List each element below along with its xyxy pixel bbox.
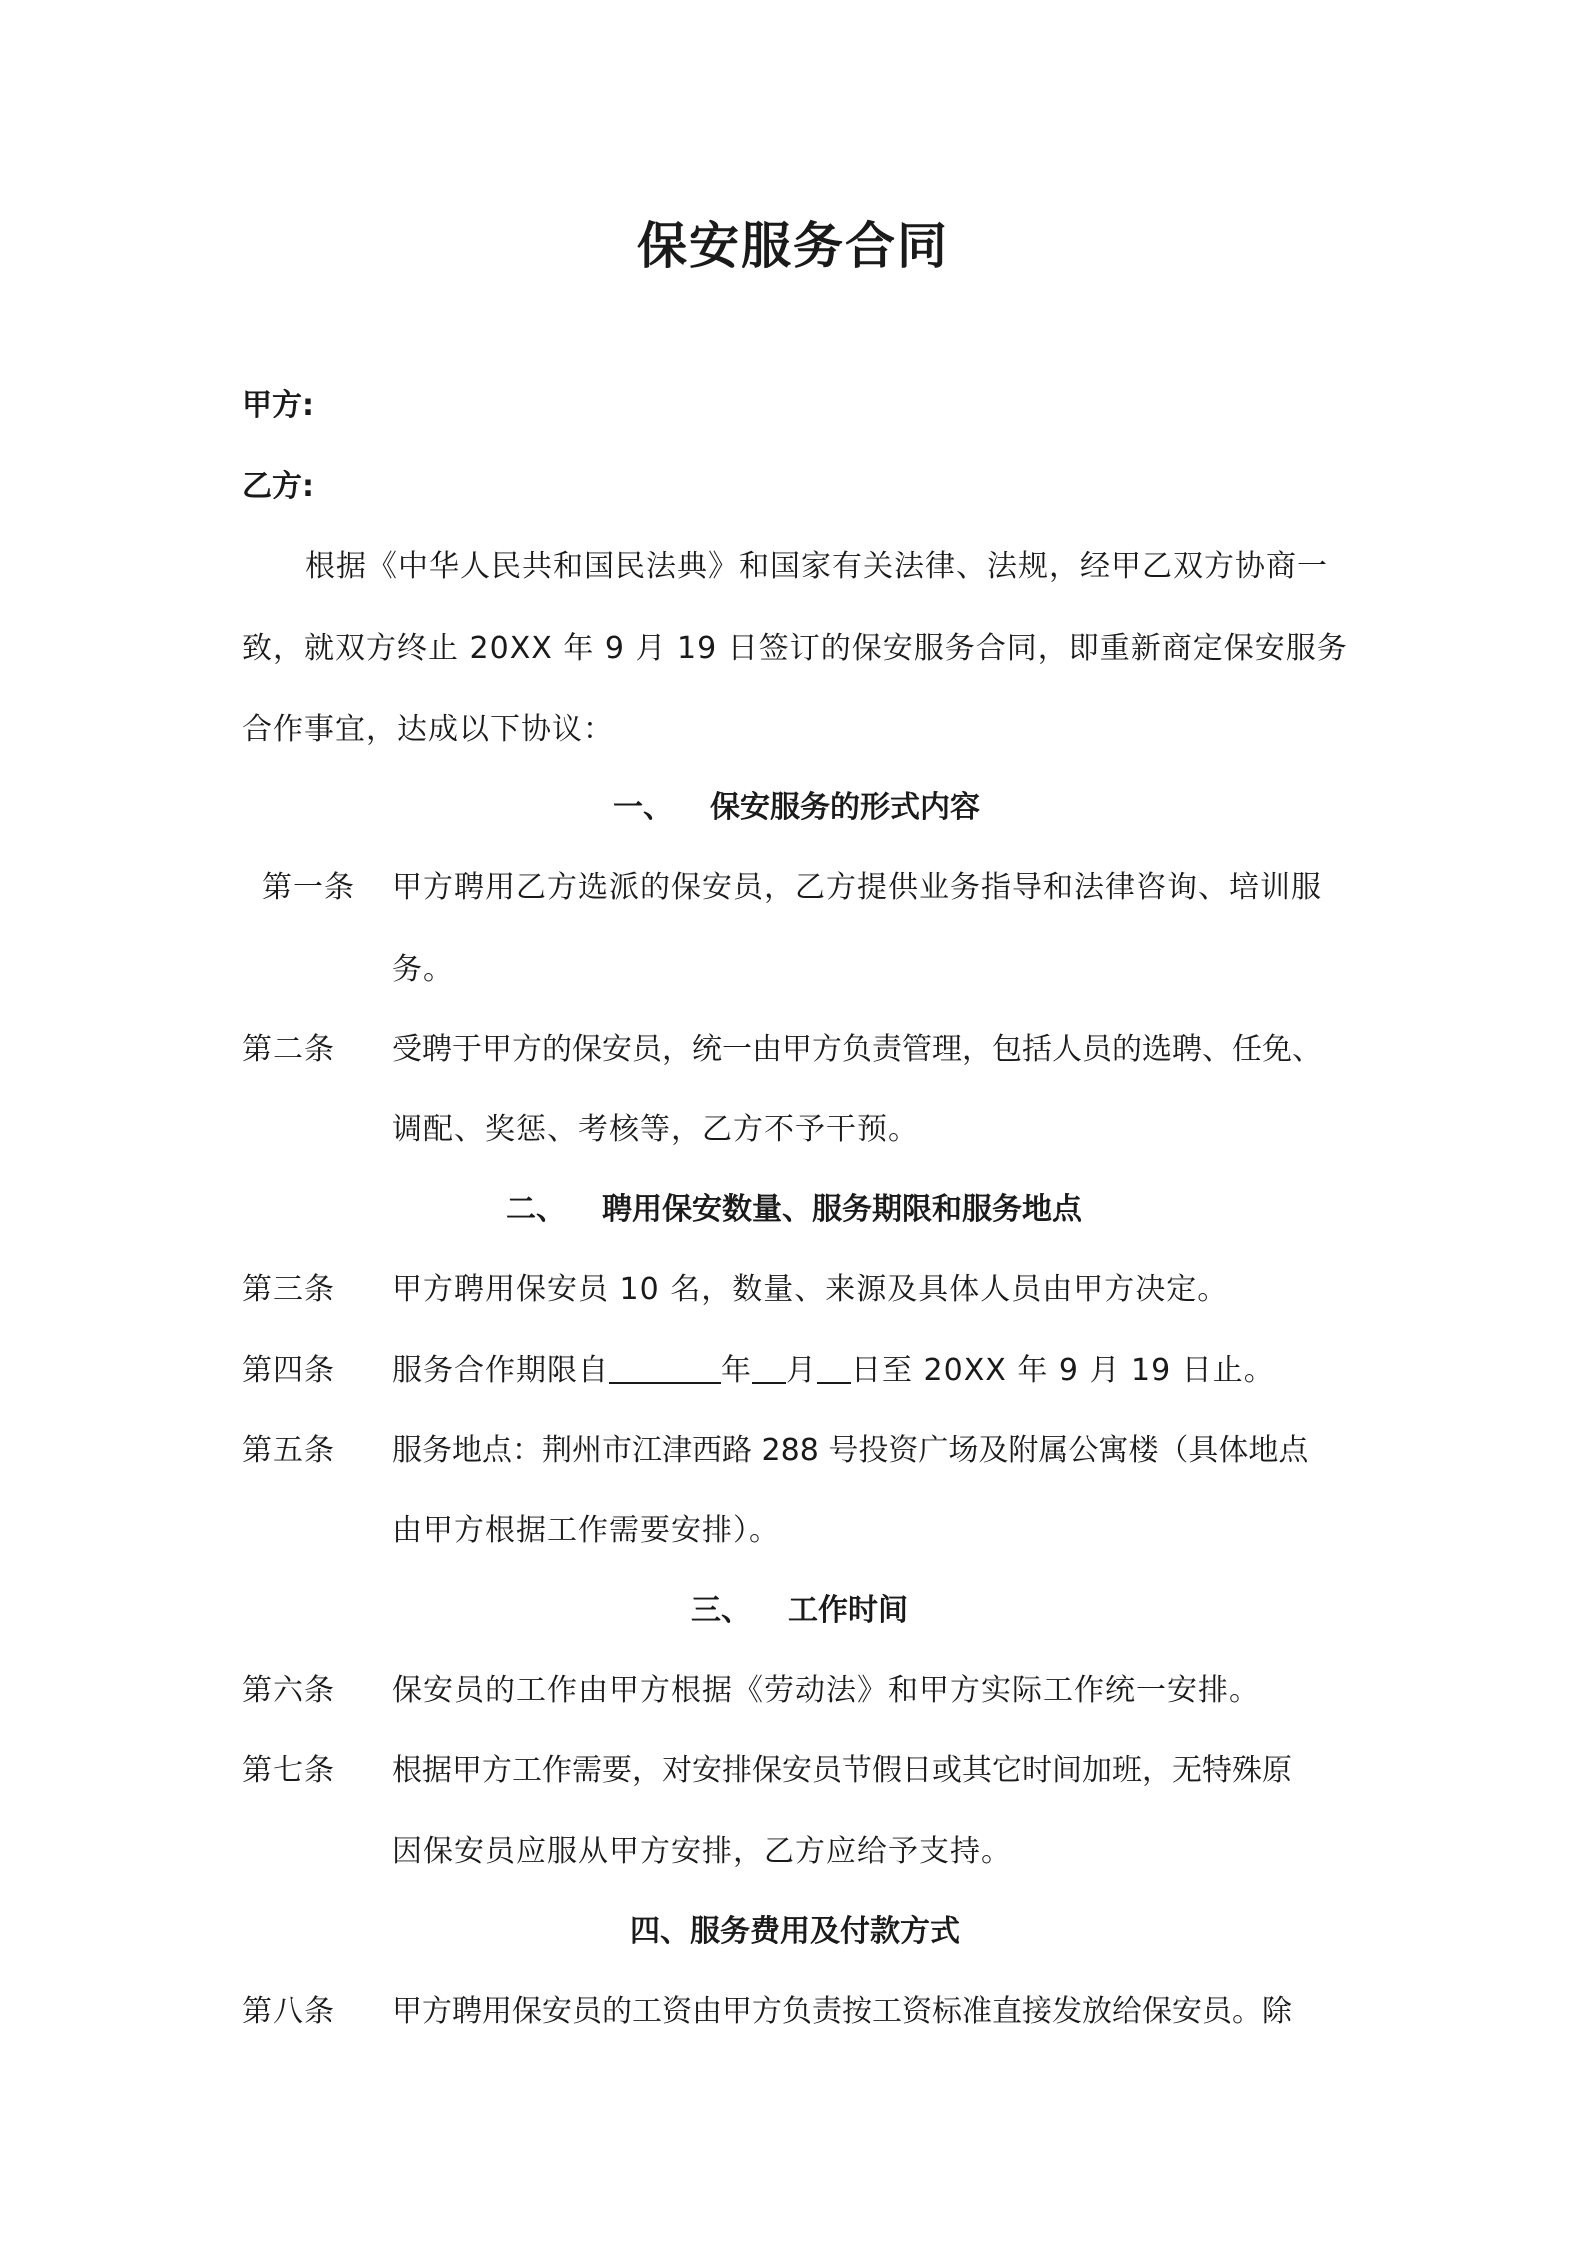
- preamble-line-2: 致，就双方终止 20XX 年 9 月 19 日签订的保安服务合同，即重新商定保安服务: [242, 631, 1348, 666]
- article-1-label: 第一条: [262, 870, 355, 905]
- document-title: 保安服务合同: [637, 217, 949, 275]
- section-2-title: 聘用保安数量、服务期限和服务地点: [602, 1192, 1082, 1227]
- section-1-number: 一、: [613, 790, 673, 825]
- preamble-line-1: 根据《中华人民共和国民法典》和国家有关法律、法规，经甲乙双方协商一: [305, 549, 1328, 584]
- article-4-part-2: 年: [721, 1353, 752, 1388]
- article-5-line-1: 服务地点：荆州市江津西路 288 号投资广场及附属公寓楼（具体地点: [392, 1433, 1309, 1468]
- article-4-part-3: 月: [786, 1353, 817, 1388]
- article-8-line-1: 甲方聘用保安员的工资由甲方负责按工资标准直接发放给保安员。除: [392, 1994, 1292, 2029]
- party-b-label: 乙方:: [242, 469, 314, 504]
- article-4-label: 第四条: [242, 1353, 335, 1388]
- article-6-line-1: 保安员的工作由甲方根据《劳动法》和甲方实际工作统一安排。: [392, 1673, 1260, 1708]
- article-6-label: 第六条: [242, 1673, 335, 1708]
- article-2-label: 第二条: [242, 1032, 335, 1067]
- article-7-label: 第七条: [242, 1753, 335, 1788]
- article-3-label: 第三条: [242, 1272, 335, 1307]
- day-blank: [817, 1352, 851, 1384]
- section-3-number: 三、: [691, 1593, 751, 1628]
- article-1-line-1: 甲方聘用乙方选派的保安员，乙方提供业务指导和法律咨询、培训服: [392, 870, 1322, 905]
- section-1-title: 保安服务的形式内容: [710, 790, 980, 825]
- article-2-line-2: 调配、奖惩、考核等，乙方不予干预。: [392, 1112, 919, 1147]
- party-a-label: 甲方:: [242, 388, 314, 423]
- article-1-line-2: 务。: [392, 952, 454, 987]
- article-5-label: 第五条: [242, 1433, 335, 1468]
- section-3-title: 工作时间: [788, 1593, 908, 1628]
- article-8-label: 第八条: [242, 1994, 335, 2029]
- article-7-line-1: 根据甲方工作需要，对安排保安员节假日或其它时间加班，无特殊原: [392, 1753, 1292, 1788]
- month-blank: [752, 1352, 786, 1384]
- year-blank: [609, 1352, 721, 1384]
- article-4-text: [392, 1345, 1275, 1389]
- article-4-part-1: 服务合作期限自: [392, 1353, 609, 1388]
- preamble-line-3: 合作事宜，达成以下协议：: [242, 712, 614, 747]
- section-2-number: 二、: [506, 1192, 566, 1227]
- article-3-line-1: 甲方聘用保安员 10 名，数量、来源及具体人员由甲方决定。: [392, 1272, 1229, 1307]
- article-5-line-2: 由甲方根据工作需要安排）。: [392, 1513, 780, 1548]
- article-4-part-4: 日至 20XX 年 9 月 19 日止。: [851, 1353, 1275, 1388]
- section-4-title: 四、服务费用及付款方式: [630, 1914, 960, 1949]
- article-2-line-1: 受聘于甲方的保安员，统一由甲方负责管理，包括人员的选聘、任免、: [392, 1032, 1322, 1067]
- article-7-line-2: 因保安员应服从甲方安排，乙方应给予支持。: [392, 1834, 1012, 1869]
